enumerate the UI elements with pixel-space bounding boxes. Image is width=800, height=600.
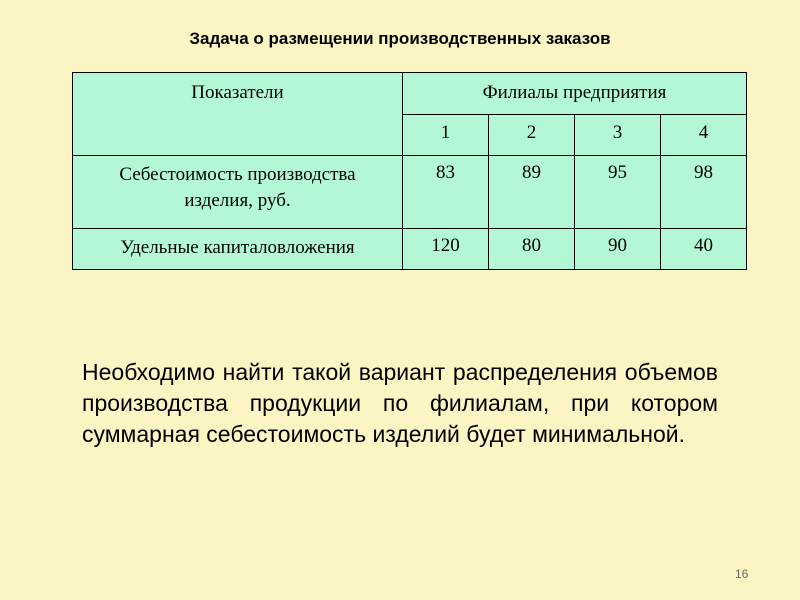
header-row bbox=[73, 73, 747, 115]
data-table bbox=[72, 72, 747, 270]
indicators-header: Показатели bbox=[73, 73, 403, 156]
branch-number-1: 1 bbox=[403, 115, 489, 156]
row-label-line: изделия, руб. bbox=[184, 190, 291, 211]
branches-header: Филиалы предприятия bbox=[403, 73, 747, 115]
table-cell: 80 bbox=[489, 229, 575, 270]
branch-number-4: 4 bbox=[661, 115, 747, 156]
row-label-capital: Удельные капиталовложения bbox=[73, 229, 403, 270]
table-cell: 120 bbox=[403, 229, 489, 270]
slide-title: Задача о размещении производственных заказов bbox=[189, 29, 611, 48]
table-cell: 95 bbox=[575, 156, 661, 229]
table-row bbox=[73, 156, 747, 229]
table-cell: 83 bbox=[403, 156, 489, 229]
row-label-line: Себестоимость производства bbox=[119, 164, 356, 185]
table-cell: 98 bbox=[661, 156, 747, 229]
task-description: Необходимо найти такой вариант распределения объемов производства продукции по филиалам, при котором суммарная себестоимость изделий будет минимальной. bbox=[82, 359, 718, 447]
page-number: 16 bbox=[735, 567, 749, 581]
table-cell: 89 bbox=[489, 156, 575, 229]
row-label-cost bbox=[73, 156, 403, 229]
table-cell: 90 bbox=[575, 229, 661, 270]
table-row bbox=[73, 229, 747, 270]
branch-number-2: 2 bbox=[489, 115, 575, 156]
table-cell: 40 bbox=[661, 229, 747, 270]
branch-number-3: 3 bbox=[575, 115, 661, 156]
